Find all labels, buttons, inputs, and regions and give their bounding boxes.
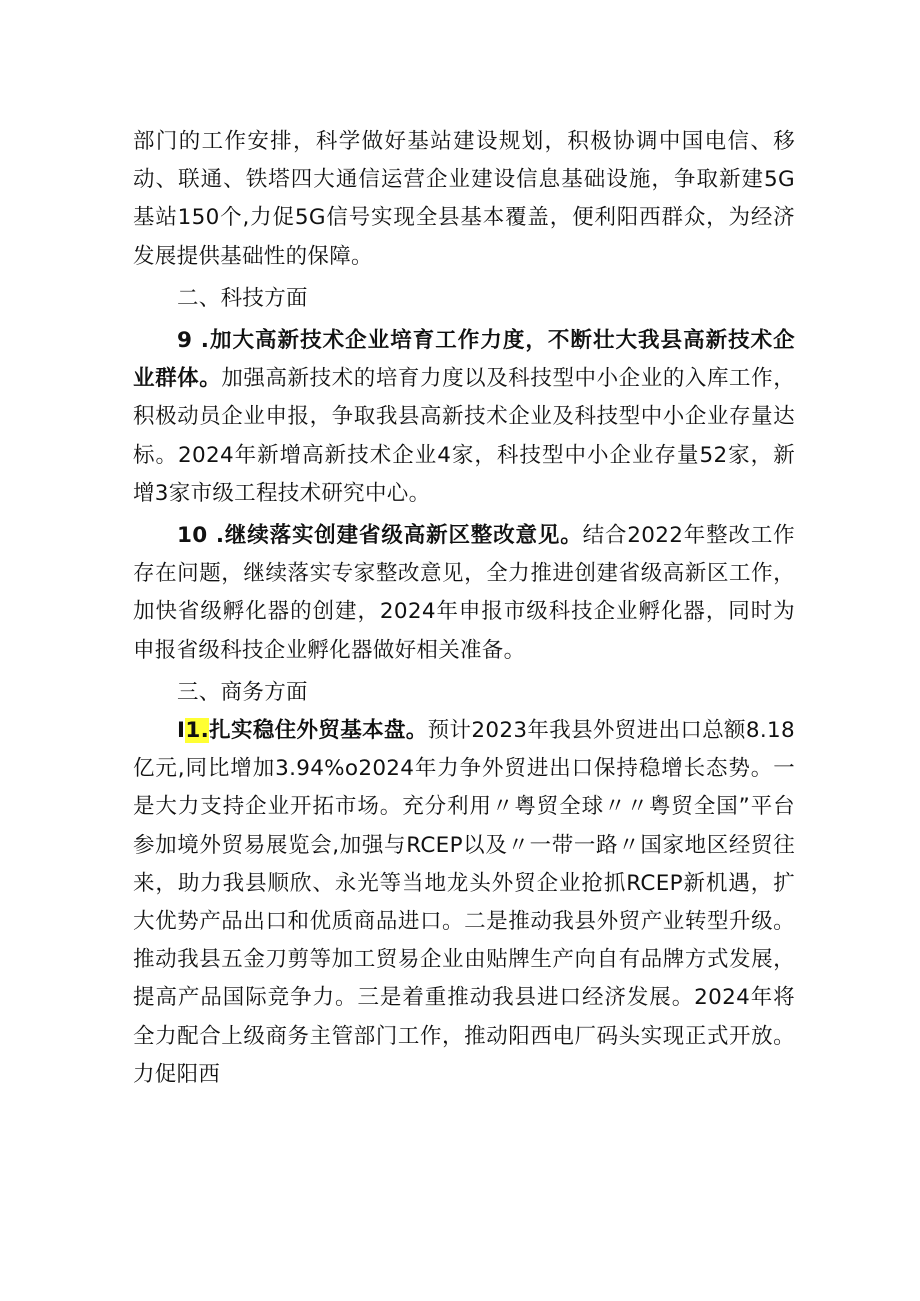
item-11-prefix: I: [177, 718, 186, 744]
item-11-body: 预计2023年我县外贸进出口总额8.18亿元,同比增加3.94%o2024年力争外贸进出口保持稳增长态势。一是大力支持企业开拓市场。充分利用〃粤贸全球〃〃粤贸全国”平台参加境外贸易展览会,加强与RCEP以及〃一带一路〃国家地区经贸往来，助力我县顺欣、永光等当地龙头外贸企业抢抓RCEP新机遇，扩大优势产品出口和优质商品进口。二是推动我县外贸产业转型升级。推动我县五金刀剪等加工贸易企业由贴牌生产向自有品牌方式发展，提高产品国际竞争力。三是着重推动我县进口经济发展。2024年将全力配合上级商务主管部门工作，推动阳西电厂码头实现正式开放。力促阳西: [133, 718, 795, 1087]
paragraph-item-11: [133, 712, 795, 1094]
section-heading-technology: 二、科技方面: [177, 285, 308, 311]
item-11-number-highlight: 1.: [185, 718, 210, 744]
item-9-title: 9 .加大高新技术企业培育工作力度，不断壮大我县高新技术企业群体。: [133, 328, 795, 392]
section-heading-commerce: 三、商务方面: [177, 679, 308, 705]
document-page: [133, 123, 795, 1094]
item-9-body: 加强高新技术的培育力度以及科技型中小企业的入库工作，积极动员企业申报，争取我县高新技术企业及科技型中小企业存量达标。2024年新增高新技术企业4家，科技型中小企业存量52家，新增3家市级工程技术研究中心。: [133, 366, 795, 506]
item-11-title: 扎实稳住外贸基本盘。: [209, 718, 428, 744]
paragraph-item-9: [133, 322, 795, 513]
item-10-title: 10 .继续落实创建省级高新区整改意见。: [177, 523, 583, 549]
paragraph-intro: 部门的工作安排，科学做好基站建设规划，积极协调中国电信、移动、联通、铁塔四大通信运营企业建设信息基础设施，争取新建5G基站150个,力促5G信号实现全县基本覆盖，便利阳西群众，为经济发展提供基础性的保障。: [133, 129, 795, 269]
paragraph-item-10: [133, 517, 795, 670]
item-10-body: 结合2022年整改工作存在问题，继续落实专家整改意见，全力推进创建省级高新区工作，加快省级孵化器的创建，2024年申报市级科技企业孵化器，同时为申报省级科技企业孵化器做好相关准备。: [133, 523, 795, 663]
